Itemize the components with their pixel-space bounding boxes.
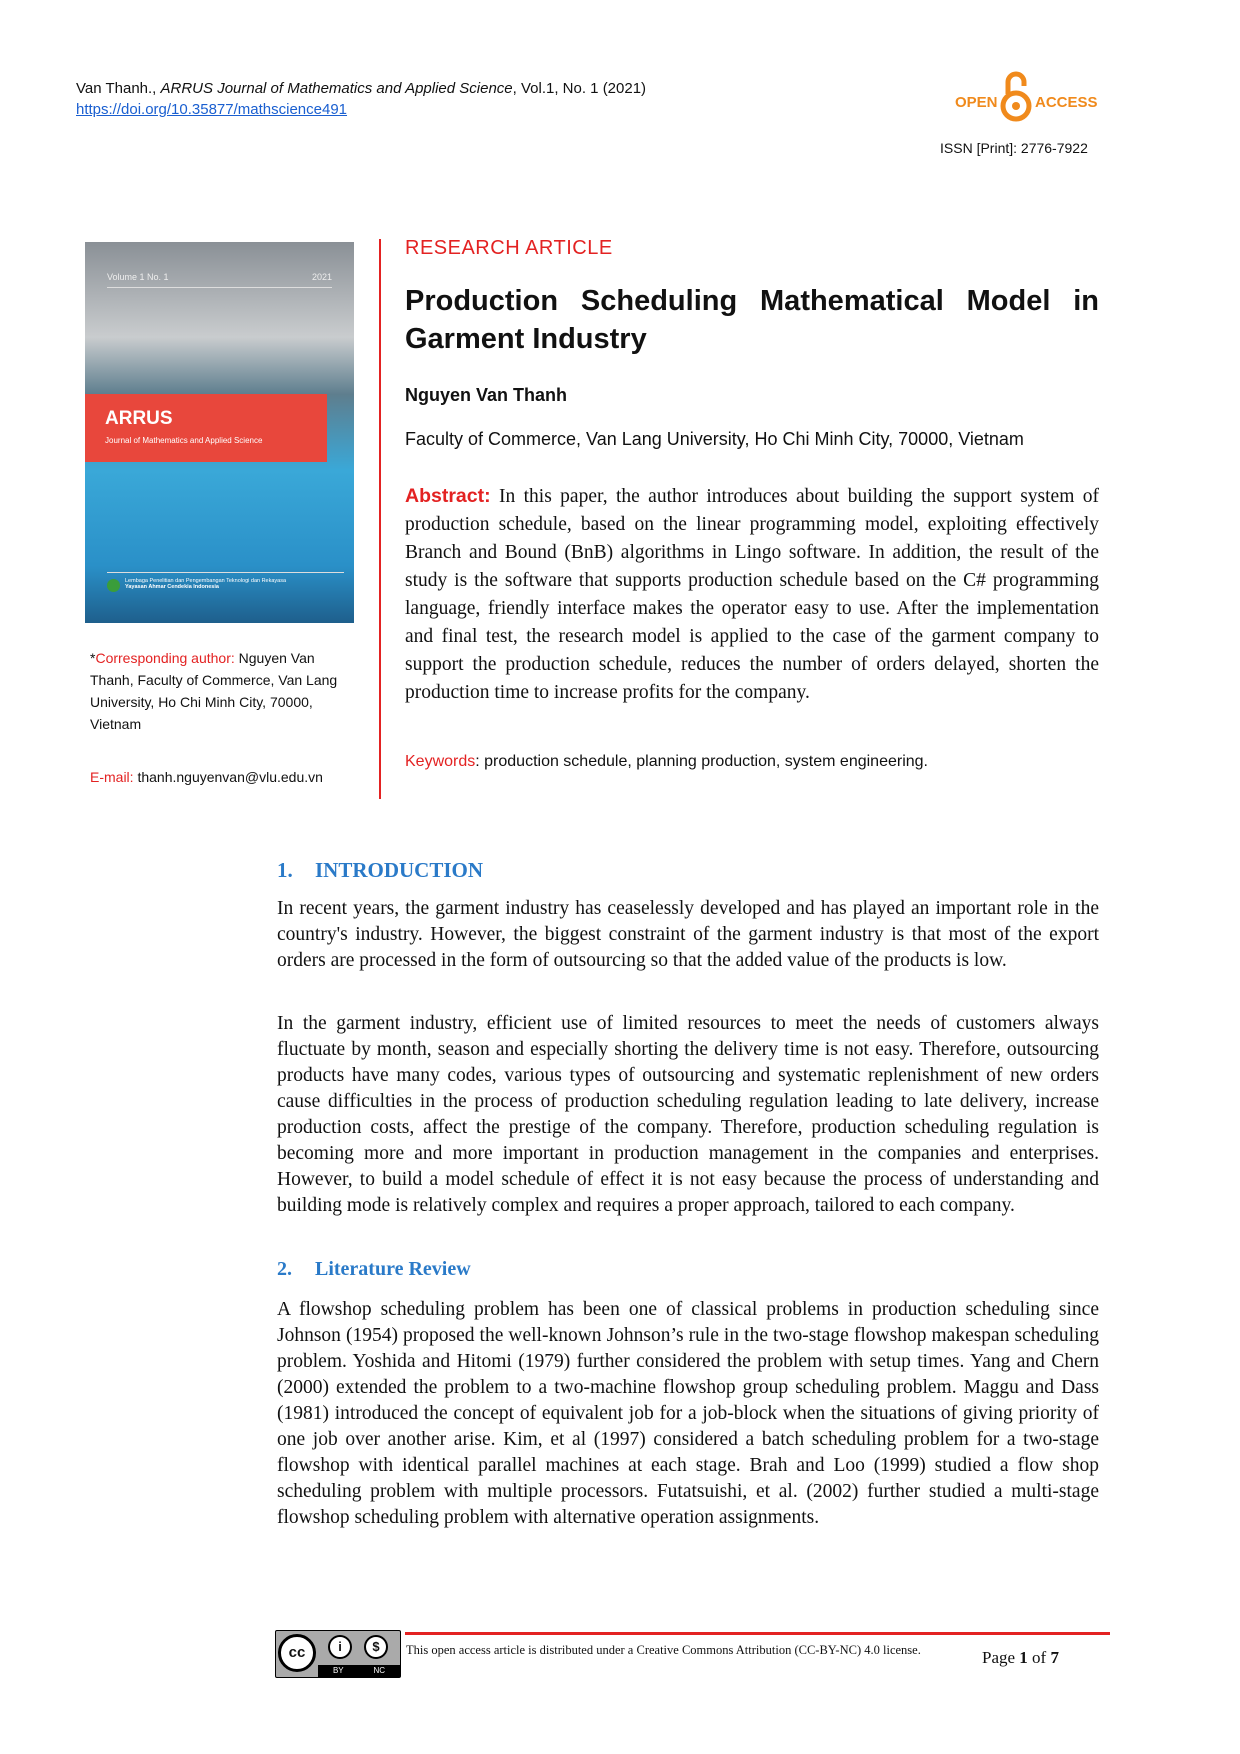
citation-volume: , Vol.1, No. 1 (2021) xyxy=(512,80,647,97)
total-pages: 7 xyxy=(1050,1648,1059,1667)
corr-text: Nguyen Van Thanh, Faculty of Commerce, Van Lang University, Ho Chi Minh City, 70000, Vietnam xyxy=(90,650,338,732)
divider xyxy=(379,239,381,799)
cc-icon: cc xyxy=(278,1634,316,1672)
cover-title: ARRUS xyxy=(105,408,173,429)
cc-license-badge xyxy=(275,1630,401,1678)
current-page: 1 xyxy=(1019,1648,1028,1667)
by-label: BY xyxy=(332,1666,344,1675)
section-number: 1. xyxy=(277,858,293,882)
footer-rule xyxy=(405,1632,1110,1635)
asterisk: * xyxy=(90,650,96,666)
section-title: Literature Review xyxy=(315,1258,471,1280)
open-lock-icon xyxy=(1000,70,1032,124)
page-word: Page xyxy=(982,1648,1020,1667)
cover-subtitle: Journal of Mathematics and Applied Science xyxy=(105,436,263,445)
keywords-text: : production schedule, planning production, system engineering. xyxy=(475,753,928,770)
corr-label: Corresponding author: xyxy=(95,650,235,666)
section-title: INTRODUCTION xyxy=(315,858,484,882)
email xyxy=(90,766,350,788)
article-affiliation: Faculty of Commerce, Van Lang University, Ho Chi Minh City, 70000, Vietnam xyxy=(405,429,1024,449)
article-type: RESEARCH ARTICLE xyxy=(405,237,613,259)
keywords-label: Keywords xyxy=(405,753,476,770)
open-label: OPEN xyxy=(955,94,998,111)
abstract xyxy=(405,482,1099,707)
citation-journal: ARRUS Journal of Mathematics and Applied Science xyxy=(160,80,513,97)
access-label: ACCESS xyxy=(1035,94,1098,111)
paragraph: In the garment industry, efficient use of limited resources to meet the needs of customers always fluctuate by month, season and especially shorting the delivery time is not easy. Therefore, outsourcing products have many codes, various types of outsourcing and systematic replenishment of new orders cause difficulties in the process of production scheduling regulation leading to late delivery, increase production costs, affect the prestige of the company. Therefore, production scheduling regulation is becoming more and more important in production management in the companies and enterprises. However, to build a model schedule of effect it is not easy because the process of understanding and building mode is relatively complex and requires a proper approach, tailored to each company. xyxy=(277,1013,1099,1216)
noncommercial-icon: $ xyxy=(364,1635,388,1659)
open-access-logo xyxy=(955,70,1105,126)
issn: ISSN [Print]: 2776-7922 xyxy=(940,140,1088,156)
section-heading xyxy=(277,858,483,883)
abstract-label: Abstract: xyxy=(405,485,491,507)
doi-link[interactable]: https://doi.org/10.35877/mathscience491 xyxy=(76,101,348,118)
keywords xyxy=(405,753,928,771)
license-text: This open access article is distributed under a Creative Commons Attribution (CC-BY-NC) 4.0 license. xyxy=(406,1643,921,1657)
corresponding-author xyxy=(90,647,350,735)
nc-label: NC xyxy=(373,1666,386,1675)
journal-cover xyxy=(85,242,354,623)
cover-title-band xyxy=(85,394,327,462)
article-title: Production Scheduling Mathematical Model in Garment Industry xyxy=(405,285,1099,355)
cover-year: 2021 xyxy=(311,272,332,282)
section-number: 2. xyxy=(277,1258,292,1280)
publisher-logo-icon xyxy=(107,579,120,592)
of-word: of xyxy=(1027,1648,1051,1667)
page-number xyxy=(982,1648,1059,1668)
paragraph: A flowshop scheduling problem has been one of classical problems in production scheduling since Johnson (1954) proposed the well-known Johnson’s rule in the two-stage flowshop makespan scheduling problem. Yoshida and Hitomi (1979) further considered the problem with setup times. Yang and Chern (2000) extended the problem to a two-machine flowshop group scheduling problem. Maggu and Dass (1981) introduced the concept of equivalent job for a job-block when the situations of giving priority of one job over another arise. Kim, et al (1997) considered a batch scheduling problem for a two-stage flowshop with identical parallel machines at each stage. Brah and Loo (1999) studied a flow shop scheduling problem with multiple processors. Futatsuishi, et al. (2002) further studied a multi-stage flowshop scheduling problem with alternative operation assignments. xyxy=(277,1299,1099,1528)
cover-volume: Volume 1 No. 1 xyxy=(107,272,169,282)
citation-author: Van Thanh., xyxy=(76,80,161,97)
attribution-icon: i xyxy=(328,1635,352,1659)
article-author: Nguyen Van Thanh xyxy=(405,385,568,405)
email-address[interactable]: thanh.nguyenvan@vlu.edu.vn xyxy=(133,769,323,785)
section-heading xyxy=(277,1258,471,1281)
paragraph: In recent years, the garment industry has ceaselessly developed and has played an important role in the country's industry. However, the biggest constraint of the garment industry is that most of the export orders are processed in the form of outsourcing so that the added value of the products is low. xyxy=(277,898,1099,971)
cover-publisher: Lembaga Penelitian dan Pengembangan Teknologi dan Rekayasa xyxy=(125,578,287,584)
cover-foundation: Yayasan Ahmar Cendekia Indonesia xyxy=(125,584,219,590)
citation-header xyxy=(76,78,646,120)
email-label: E-mail: xyxy=(90,769,134,785)
abstract-text: In this paper, the author introduces about building the support system of production schedule, based on the linear programming model, exploiting effectively Branch and Bound (BnB) algorithms in Lingo software. In addition, the result of the study is the software that supports production schedule based on the C# programming language, friendly interface makes the operator easy to use. After the implementation and final test, the research model is applied to the case of the garment company to support the production schedule, reduces the number of orders delayed, shorten the production time to increase profits for the company. xyxy=(405,486,1099,703)
